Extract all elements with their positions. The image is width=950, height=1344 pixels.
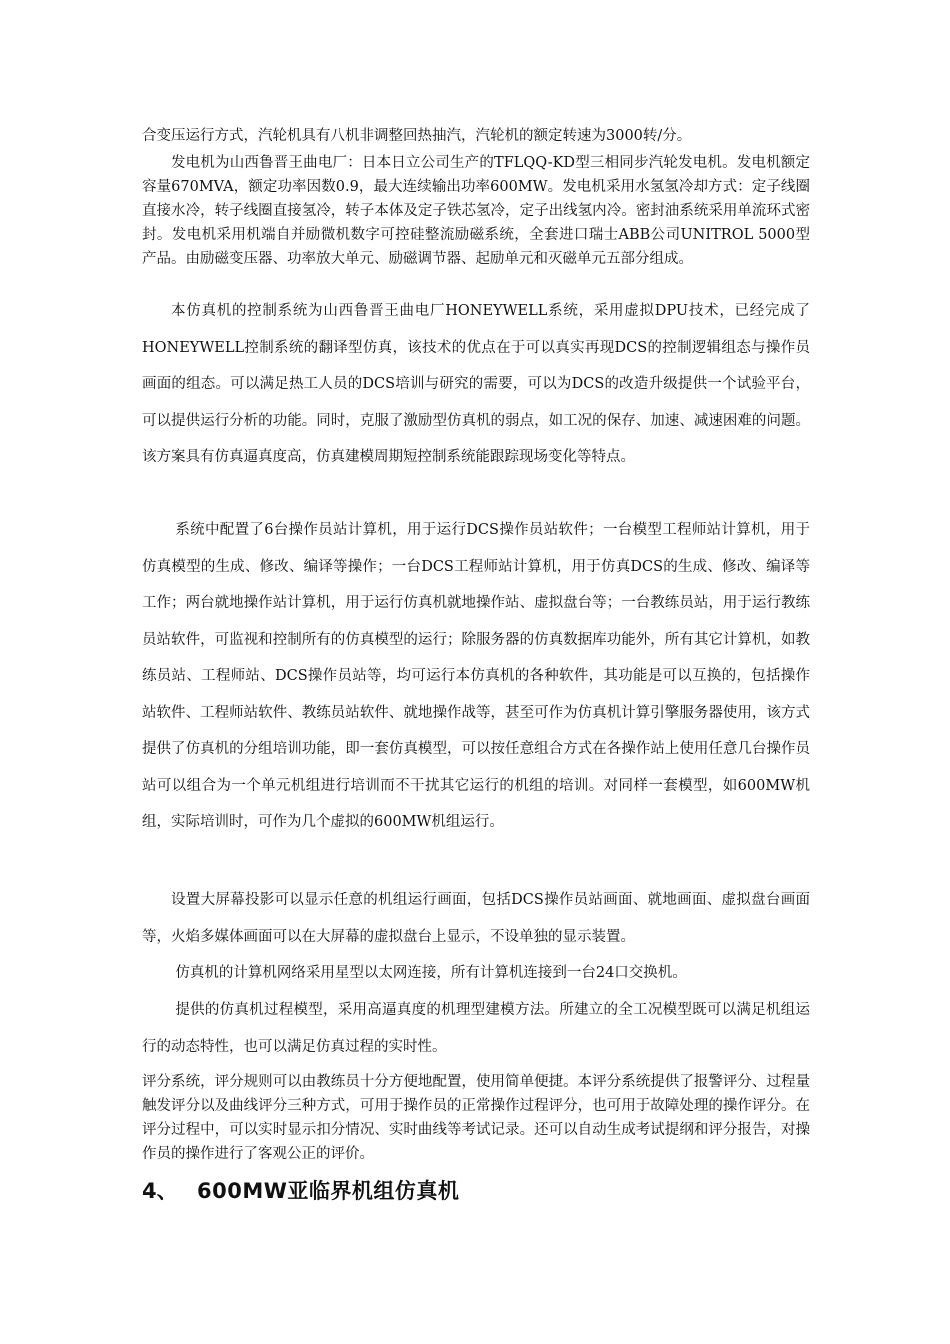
paragraph-process-model: 提供的仿真机过程模型，采用高逼真度的机理型建模方法。所建立的全工况模型既可以满足机组运行的动态特性，也可以满足仿真过程的实时性。 — [142, 1002, 810, 1055]
paragraph-projection: 设置大屏幕投影可以显示任意的机组运行画面，包括DCS操作员站画面、就地画面、虚拟盘台画面等，火焰多媒体画面可以在大屏幕的虚拟盘台上显示，不设单独的显示装置。 — [142, 892, 810, 945]
paragraph-turbine-continued: 合变压运行方式，汽轮机具有八机非调整回热抽汽，汽轮机的额定转速为3000转/分。 — [142, 128, 692, 144]
paragraph-workstations: 系统中配置了6台操作员站计算机，用于运行DCS操作员站软件；一台模型工程师站计算机，用于仿真模型的生成、修改、编译等操作；一台DCS工程师站计算机，用于仿真DCS的生成、修改、编译等工作；两台就地操作站计算机，用于运行仿真机就地操作站、虚拟盘台等；一台教练员站，用于运行教练员站软件，可监视和控制所有的仿真模型的运行；除服务器的仿真数据库功能外，所有其它计算机，如教练员站、工程师站、DCS操作员站等，均可运行本仿真机的各种软件，其功能是可以互换的，包括操作站软件、工程师站软件、教练员站软件、就地操作战等，甚至可作为仿真机计算引擎服务器使用，该方式提供了仿真机的分组培训功能，即一套仿真模型，可以按任意组合方式在各操作站上使用任意几台操作员站可以组合为一个单元机组进行培训而不干扰其它运行的机组的培训。对同样一套模型，如600MW机组，实际培训时，可作为几个虚拟的600MW机组运行。 — [142, 522, 810, 830]
section-number: 4、 — [142, 1179, 178, 1203]
section-title: 600MW亚临界机组仿真机 — [197, 1179, 460, 1203]
paragraph-scoring-system: 评分系统，评分规则可以由教练员十分方便地配置，使用简单便捷。本评分系统提供了报警评分、过程量触发评分以及曲线评分三种方式，可用于操作员的正常操作过程评分，也可用于故障处理的操作评分。在评分过程中，可以实时显示扣分情况、实时曲线等考试记录。还可以自动生成考试提纲和评分报告，对操作员的操作进行了客观公正的评价。 — [142, 1074, 810, 1162]
section-heading — [142, 1176, 459, 1206]
paragraph-network: 仿真机的计算机网络采用星型以太网连接，所有计算机连接到一台24口交换机。 — [175, 965, 687, 981]
paragraph-control-system: 本仿真机的控制系统为山西鲁晋王曲电厂HONEYWELL系统，采用虚拟DPU技术，已经完成了HONEYWELL控制系统的翻译型仿真，该技术的优点在于可以真实再现DCS的控制逻辑组态与操作员画面的组态。可以满足热工人员的DCS培训与研究的需要，可以为DCS的改造升级提供一个试验平台，可以提供运行分析的功能。同时，克服了激励型仿真机的弱点，如工况的保存、加速、减速困难的问题。该方案具有仿真逼真度高，仿真建模周期短控制系统能跟踪现场变化等特点。 — [142, 303, 810, 465]
paragraph-generator: 发电机为山西鲁晋王曲电厂：日本日立公司生产的TFLQQ-KD型三相同步汽轮发电机。发电机额定容量670MVA，额定功率因数0.9，最大连续输出功率600MW。发电机采用水氢氢冷却方式：定子线圈直接水冷，转子线圈直接氢冷，转子本体及定子铁芯氢冷，定子出线氢内冷。密封油系统采用单流环式密封。发电机采用机端自并励微机数字可控硅整流励磁系统，全套进口瑞士ABB公司UNITROL 5000型产品。由励磁变压器、功率放大单元、励磁调节器、起励单元和灭磁单元五部分组成。 — [142, 155, 810, 267]
